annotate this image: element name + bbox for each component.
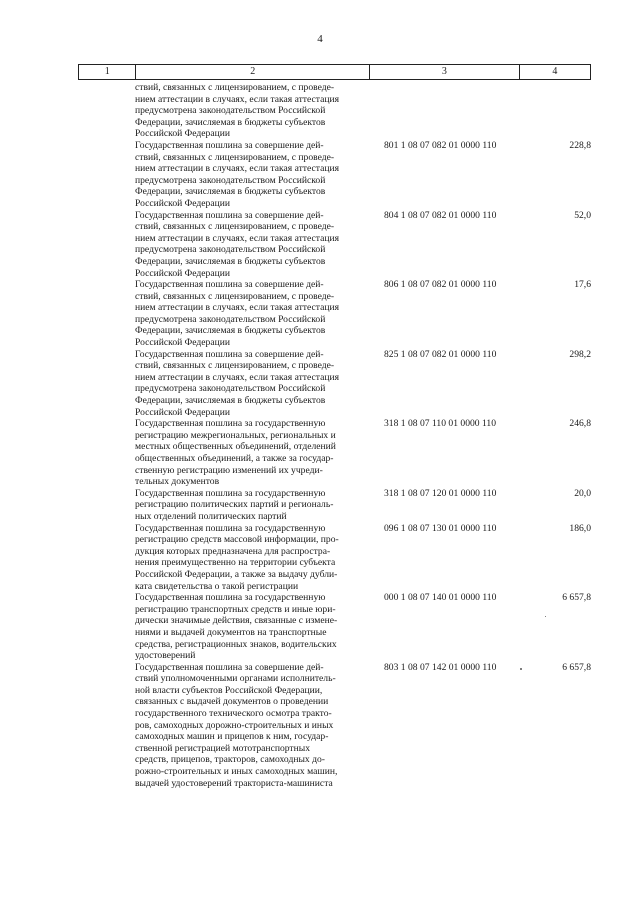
revenue-name: Государственная пошлина за совершение дей- ствий, связанных с лицензированием, с проведе- нием аттестации в случаях, если такая аттестация предусмотрена законодательством Российской Федерации, зачисляемая в бюджеты субъектов Российской Федерации (135, 139, 340, 209)
budget-code: 318 1 08 07 120 01 0000 110 (384, 487, 497, 499)
budget-code: 804 1 08 07 082 01 0000 110 (384, 209, 497, 221)
amount: 6 657,8 (562, 592, 591, 604)
table-row (78, 349, 591, 419)
table-row (78, 140, 591, 210)
revenue-name: Государственная пошлина за совершение дей- ствий, связанных с лицензированием, с проведе- нием аттестации в случаях, если такая аттестация предусмотрена законодательством Российской Федерации, зачисляемая в бюджеты субъектов Российской Федерации (135, 348, 340, 418)
amount (520, 82, 591, 140)
table-row (78, 418, 591, 488)
column-header-1: 1 (79, 65, 136, 80)
budget-code: 096 1 08 07 130 01 0000 110 (384, 522, 497, 534)
revenue-name: Государственная пошлина за государственную регистрацию средств массовой информации, про- дукция которых предназначена для распростра- нения преимущественно на территории субъекта Российской Федерации, а также за выдачу дубли- ката свидетельства о такой регистрации (135, 522, 339, 592)
revenue-name: Государственная пошлина за совершение дей- ствий уполномоченными органами исполнитель- ной власти субъектов Российской Федерации, связанных с выдачей документов о проведении государственного технического осмотра тракто- ров, самоходных дорожно-строительных и иных самоходных машин и прицепов к ним, государ- ственной регистрацией мототранспортных средств, прицепов, тракторов, самоходных до- рожно-строительных и иных самоходных машин, выдачей удостоверений тракториста-машиниста (135, 661, 338, 789)
revenue-name: ствий, связанных с лицензированием, с проведе- нием аттестации в случаях, если такая аттестация предусмотрена законодательством Российской Федерации, зачисляемая в бюджеты субъектов Российской Федерации (135, 82, 340, 140)
table-row (78, 523, 591, 593)
amount: 6 657,8 (562, 661, 591, 673)
column-header-row (78, 64, 591, 80)
table-body (78, 82, 591, 789)
page-number: 4 (317, 33, 323, 45)
amount: 228,8 (569, 139, 591, 151)
scan-speck (545, 616, 546, 617)
column-header-4: 4 (519, 65, 590, 80)
budget-code: 801 1 08 07 082 01 0000 110 (384, 139, 497, 151)
amount: 298,2 (569, 348, 591, 360)
table-row (78, 488, 591, 523)
amount: 17,6 (574, 279, 591, 291)
revenue-name: Государственная пошлина за совершение дей- ствий, связанных с лицензированием, с проведе- нием аттестации в случаях, если такая аттестация предусмотрена законодательством Российской Федерации, зачисляемая в бюджеты субъектов Российской Федерации (135, 209, 340, 279)
column-header-2: 2 (136, 65, 370, 80)
scan-speck (520, 668, 522, 670)
budget-code: 803 1 08 07 142 01 0000 110 (384, 661, 497, 673)
table-row (78, 210, 591, 280)
revenue-name: Государственная пошлина за государственную регистрацию политических партий и региональ- ных отделений политических партий (135, 487, 334, 522)
amount: 246,8 (569, 418, 591, 430)
budget-code: 825 1 08 07 082 01 0000 110 (384, 348, 497, 360)
budget-code: 000 1 08 07 140 01 0000 110 (384, 592, 497, 604)
amount: 20,0 (574, 487, 591, 499)
table-row (78, 662, 591, 790)
budget-code (370, 82, 520, 140)
table-row (78, 592, 591, 662)
revenue-name: Государственная пошлина за государственную регистрацию межрегиональных, региональных и местных общественных объединений, отделений общественных объединений, а также за государ- ственную регистрацию изменений их учреди- тельных документов (135, 418, 336, 488)
column-header-3: 3 (370, 65, 520, 80)
amount: 52,0 (574, 209, 591, 221)
amount: 186,0 (569, 522, 591, 534)
table-row (78, 82, 591, 140)
budget-code: 806 1 08 07 082 01 0000 110 (384, 279, 497, 291)
budget-code: 318 1 08 07 110 01 0000 110 (384, 418, 497, 430)
table-row (78, 279, 591, 349)
revenue-name: Государственная пошлина за государственную регистрацию транспортных средств и иные юри- дически значимые действия, связанные с измене- ниями и выдачей документов на транспортные средства, регистрационных знаков, водительских удостоверений (135, 592, 338, 662)
revenue-name: Государственная пошлина за совершение дей- ствий, связанных с лицензированием, с проведе- нием аттестации в случаях, если такая аттестация предусмотрена законодательством Российской Федерации, зачисляемая в бюджеты субъектов Российской Федерации (135, 279, 340, 349)
